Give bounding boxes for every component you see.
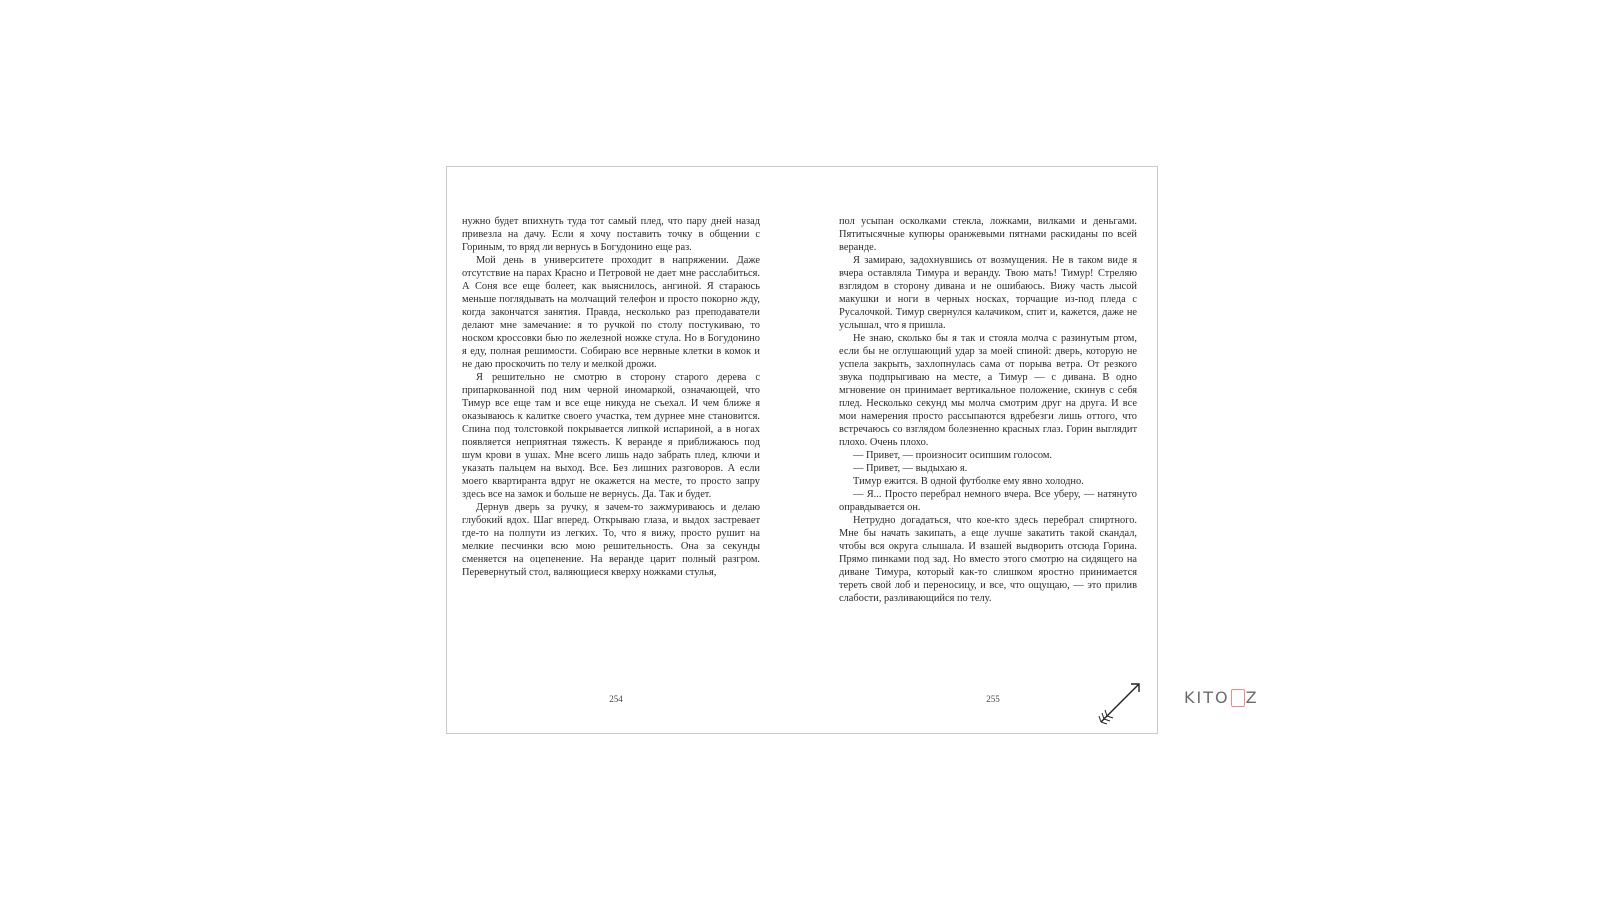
- paragraph: нужно будет впихнуть туда тот самый плед, что пару дней назад привезла на дачу. Если я хочу поставить точку в общении с Гориным, то вряд ли вернусь в Богудонино еще раз.: [462, 216, 760, 253]
- paragraph: Мой день в университете проходит в напряжении. Даже отсутствие на парах Красно и Петровой не дает мне расслабиться. А Соня все еще болеет, как выяснилось, ангиной. Я стараюсь меньше поглядывать на молчащий телефон и просто покорно жду, когда закончатся занятия. Правда, несколько раз преподаватели делают мне замечание: я то ручкой по столу постукиваю, то носком кроссовки бью по железной ножке стула. Но в Богудонино я еду, полная решимости. Собираю все нервные клетки в комок и не даю проскочить по телу и мелкой дрожи.: [462, 255, 760, 370]
- watermark-logo-mark: [1231, 689, 1245, 707]
- watermark-suffix: Z: [1245, 688, 1259, 707]
- paragraph: Я решительно не смотрю в сторону старого дерева с припаркованной под ним черной иномаркой, означающей, что Тимур все еще там и все еще никуда не съехал. И чем ближе я оказываюсь к калитке своего участка, тем дурнее мне становится. Спина под толстовкой покрывается липкой испариной, а в ногах появляется неприятная тяжесть. К веранде я приближаюсь под шум крови в ушах. Мне всего лишь надо забрать плед, ключи и указать пальцем на выход. Все. Без лишних разговоров. А если моего квартиранта вдруг не окажется на месте, то просто запру здесь все на замок и больше не вернусь. Да. Так и будет.: [462, 372, 760, 500]
- paragraph: Нетрудно догадаться, что кое-кто здесь перебрал спиртного. Мне бы начать закипать, а еще лучше закатить такой скандал, чтобы вся округа слышала. И взашей выдворить отсюда Горина. Прямо пинками под зад. Но вместо этого смотрю на сидящего на диване Тимура, который как-то слишком яростно принимается тереть свой лоб и переносицу, и все, что ощущаю, — это прилив слабости, разливающийся по телу.: [839, 515, 1137, 604]
- watermark-prefix: KITO: [1184, 688, 1230, 707]
- dialogue-line: — Привет, — выдыхаю я.: [853, 463, 968, 474]
- site-watermark: [1184, 688, 1259, 707]
- paragraph: Тимур ежится. В одной футболке ему явно холодно.: [853, 476, 1084, 487]
- book-spread: [446, 166, 1158, 734]
- right-page-text: [839, 215, 1137, 605]
- paragraph: Не знаю, сколько бы я так и стояла молча с разинутым ртом, если бы не оглушающий удар за моей спиной: дверь, которую не успела закрыть, захлопнулась сама от порыва ветра. От резкого звука подпрыгиваю на месте, а Тимур — с дивана. В одно мгновение он принимает вертикальное положение, скинув с себя плед. Несколько секунд мы молча смотрим друг на друга. И все мои намерения просто рассыпаются вдребезги лишь оттого, что встречаюсь со взглядом болезненно красных глаз. Горин выглядит плохо. Очень плохо.: [839, 333, 1137, 448]
- page-number-right: 255: [986, 694, 1000, 704]
- page-number-left: 254: [609, 694, 623, 704]
- dialogue-line: — Привет, — произносит осипшим голосом.: [853, 450, 1052, 461]
- dialogue-line: — Я... Просто перебрал немного вчера. Все уберу, — натянуто оправдывается он.: [839, 489, 1137, 513]
- arrow-icon: [1095, 678, 1145, 728]
- paragraph: пол усыпан осколками стекла, ложками, вилками и деньгами. Пятитысячные купюры оранжевыми пятнами раскиданы по всей веранде.: [839, 216, 1137, 253]
- paragraph: Я замираю, задохнувшись от возмущения. Не в таком виде я вчера оставляла Тимура и веранду. Твою мать! Тимур! Стреляю взглядом в сторону дивана и не ошибаюсь. Вижу часть лысой макушки и ноги в черных носках, торчащие из-под пледа с Русалочкой. Тимур свернулся калачиком, спит и, кажется, даже не услышал, что я пришла.: [839, 255, 1137, 331]
- paragraph: Дернув дверь за ручку, я зачем-то зажмуриваюсь и делаю глубокий вдох. Шаг вперед. Открываю глаза, и выдох застревает где-то на полпути из легких. То, что я вижу, просто рушит на мелкие песчинки всю мою решительность. Она за секунды сменяется на оцепенение. На веранде царит полный разгром. Перевернутый стол, валяющиеся кверху ножками стулья,: [462, 502, 760, 578]
- left-page-text: [462, 215, 760, 579]
